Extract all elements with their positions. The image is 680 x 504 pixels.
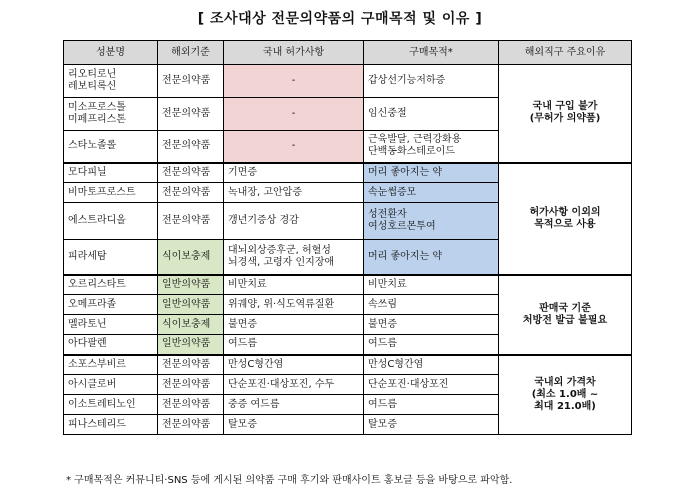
header-main-reason: 해외직구 주요이유: [499, 41, 632, 65]
main-reason-cell: 국내외 가격차 (최소 1.0배 ~ 최대 21.0배): [499, 355, 632, 435]
overseas-standard-cell: 전문의약품: [158, 163, 224, 183]
ingredient-cell: 아시클로버: [64, 375, 158, 395]
ingredient-cell: 아다팔렌: [64, 335, 158, 355]
ingredient-cell: 비마토프로스트: [64, 183, 158, 203]
domestic-approval-cell: -: [224, 65, 364, 98]
purchase-purpose-cell: 갑상선기능저하증: [364, 65, 499, 98]
ingredient-cell: 오르리스타트: [64, 275, 158, 295]
purchase-purpose-cell: 만성C형간염: [364, 355, 499, 375]
overseas-standard-cell: 전문의약품: [158, 375, 224, 395]
header-domestic-approval: 국내 허가사항: [224, 41, 364, 65]
domestic-approval-cell: 위궤양, 위·식도역류질환: [224, 295, 364, 315]
main-reason-cell: 허가사항 이외의 목적으로 사용: [499, 163, 632, 275]
domestic-approval-cell: 불면증: [224, 315, 364, 335]
purchase-purpose-cell: 속쓰림: [364, 295, 499, 315]
purchase-purpose-cell: 단순포진·대상포진: [364, 375, 499, 395]
table-row: [64, 275, 632, 295]
overseas-standard-cell: 전문의약품: [158, 131, 224, 163]
domestic-approval-cell: 중증 여드름: [224, 395, 364, 415]
table-row: [64, 65, 632, 98]
purchase-purpose-cell: 머리 좋아지는 약: [364, 163, 499, 183]
overseas-standard-cell: 식이보충제: [158, 240, 224, 275]
overseas-standard-cell: 전문의약품: [158, 355, 224, 375]
domestic-approval-cell: 기면증: [224, 163, 364, 183]
overseas-standard-cell: 일반의약품: [158, 275, 224, 295]
ingredient-cell: 오메프라졸: [64, 295, 158, 315]
purchase-purpose-cell: 임신중절: [364, 98, 499, 131]
purchase-purpose-cell: 불면증: [364, 315, 499, 335]
ingredient-cell: 이소트레티노인: [64, 395, 158, 415]
overseas-standard-cell: 일반의약품: [158, 335, 224, 355]
ingredient-cell: 에스트라디올: [64, 203, 158, 240]
table-row: [64, 163, 632, 183]
ingredient-cell: 소포스부비르: [64, 355, 158, 375]
purchase-purpose-cell: 여드름: [364, 395, 499, 415]
domestic-approval-cell: 갱년기증상 경감: [224, 203, 364, 240]
purchase-purpose-cell: 탈모증: [364, 415, 499, 435]
overseas-standard-cell: 전문의약품: [158, 203, 224, 240]
ingredient-cell: 모다피닐: [64, 163, 158, 183]
domestic-approval-cell: -: [224, 131, 364, 163]
page-title: [ 조사대상 전문의약품의 구매목적 및 이유 ]: [197, 11, 483, 27]
domestic-approval-cell: 단순포진·대상포진, 수두: [224, 375, 364, 395]
overseas-standard-cell: 전문의약품: [158, 98, 224, 131]
footnote: * 구매목적은 커뮤니티·SNS 등에 게시된 의약품 구매 후기와 판매사이트 홍보글 등을 바탕으로 파악함.: [66, 475, 513, 486]
ingredient-cell: 리오티로닌 레보티록신: [64, 65, 158, 98]
overseas-standard-cell: 전문의약품: [158, 395, 224, 415]
ingredient-cell: 미소프로스톨 미페프리스톤: [64, 98, 158, 131]
purchase-purpose-cell: 비만치료: [364, 275, 499, 295]
domestic-approval-cell: 여드름: [224, 335, 364, 355]
purchase-purpose-cell: 여드름: [364, 335, 499, 355]
table-row: [64, 355, 632, 375]
main-reason-cell: 국내 구입 불가 (무허가 의약품): [499, 65, 632, 163]
main-reason-cell: 판매국 기준 처방전 발급 불필요: [499, 275, 632, 355]
overseas-standard-cell: 전문의약품: [158, 65, 224, 98]
domestic-approval-cell: 비만치료: [224, 275, 364, 295]
overseas-standard-cell: 전문의약품: [158, 183, 224, 203]
header-row: [64, 41, 632, 65]
header-ingredient: 성분명: [64, 41, 158, 65]
overseas-standard-cell: 식이보충제: [158, 315, 224, 335]
domestic-approval-cell: 만성C형간염: [224, 355, 364, 375]
purpose-table: [63, 40, 632, 435]
header-overseas-standard: 해외기준: [158, 41, 224, 65]
overseas-standard-cell: 일반의약품: [158, 295, 224, 315]
ingredient-cell: 스타노졸롤: [64, 131, 158, 163]
purchase-purpose-cell: 머리 좋아지는 약: [364, 240, 499, 275]
domestic-approval-cell: 탈모증: [224, 415, 364, 435]
ingredient-cell: 피라세탐: [64, 240, 158, 275]
overseas-standard-cell: 전문의약품: [158, 415, 224, 435]
purchase-purpose-cell: 성전환자 여성호르몬투여: [364, 203, 499, 240]
domestic-approval-cell: 대뇌외상증후군, 허혈성 뇌경색, 고령자 인지장애: [224, 240, 364, 275]
purchase-purpose-cell: 근육발달, 근력강화용 단백동화스테로이드: [364, 131, 499, 163]
header-purchase-purpose: 구매목적*: [364, 41, 499, 65]
ingredient-cell: 피나스테리드: [64, 415, 158, 435]
ingredient-cell: 멜라토닌: [64, 315, 158, 335]
purchase-purpose-cell: 속눈썹증모: [364, 183, 499, 203]
domestic-approval-cell: 녹내장, 고안압증: [224, 183, 364, 203]
domestic-approval-cell: -: [224, 98, 364, 131]
